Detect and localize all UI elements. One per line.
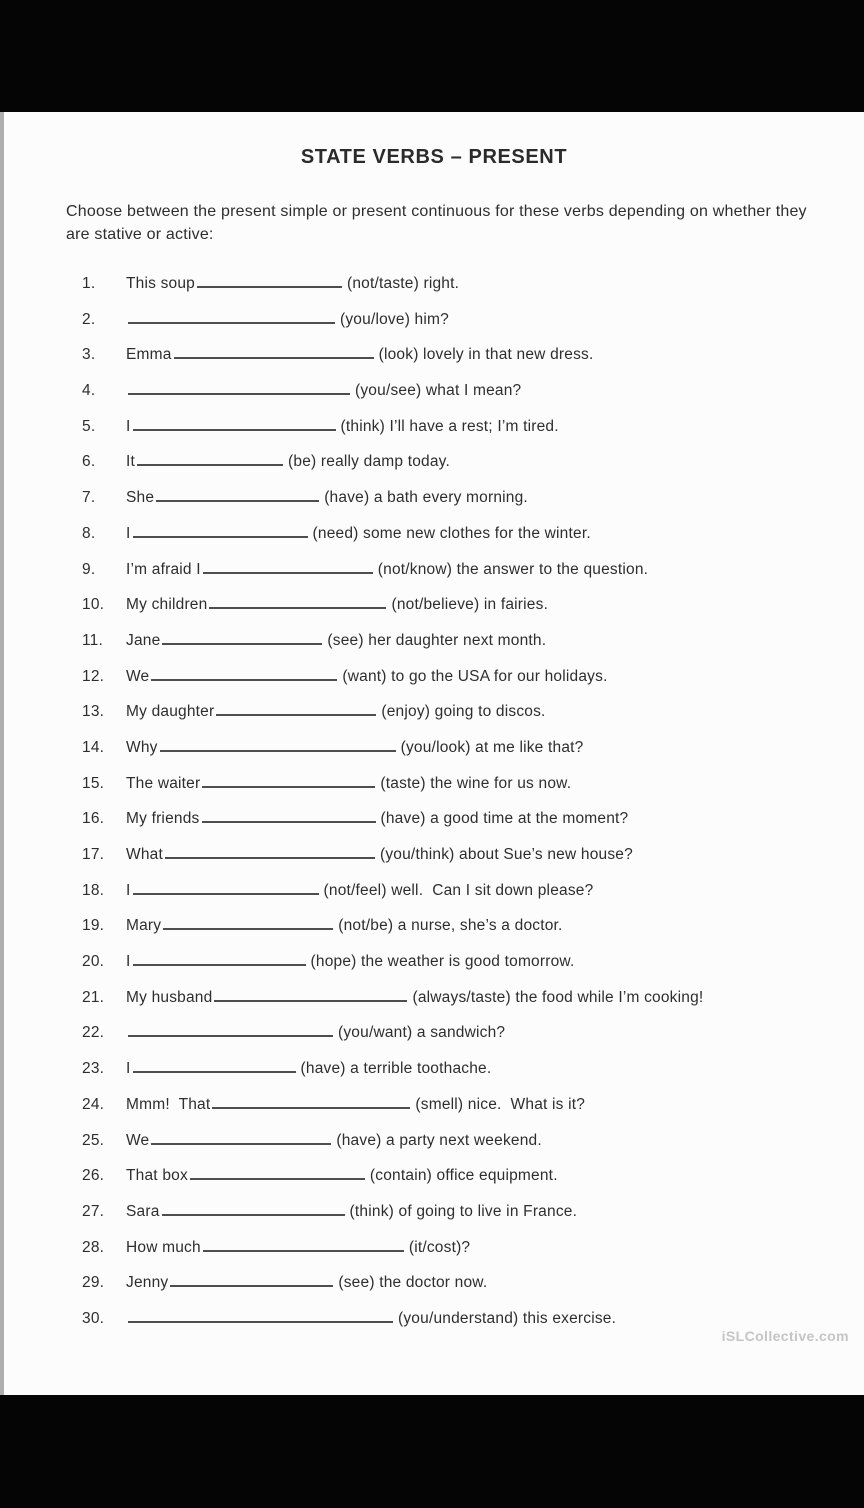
answer-blank	[151, 1139, 331, 1145]
item-number: 20.	[82, 953, 105, 971]
answer-blank	[128, 389, 350, 395]
answer-blank	[202, 782, 375, 788]
item-post-text: (see) her daughter next month.	[327, 631, 547, 649]
item-post-text: (it/cost)?	[408, 1238, 471, 1256]
instructions-line-1: Choose between the present simple or present continuous for these verbs depending on whether they	[66, 203, 807, 220]
item-post-text: (see) the doctor now.	[338, 1274, 488, 1292]
item-pre-text: The waiter	[126, 774, 201, 792]
exercise-item-row	[4, 1203, 846, 1239]
exercise-list	[4, 275, 846, 1346]
exercise-item-row	[4, 1060, 846, 1096]
item-pre-text: She	[126, 489, 155, 507]
answer-blank	[156, 496, 319, 502]
exercise-item-row	[4, 846, 846, 882]
exercise-item-row	[4, 1274, 846, 1310]
letterbox-top	[0, 0, 864, 112]
item-pre-text: Sara	[126, 1202, 160, 1220]
answer-blank	[137, 460, 283, 466]
item-pre-text: I	[126, 881, 131, 899]
item-number: 3.	[82, 346, 96, 364]
answer-blank	[203, 1246, 404, 1252]
answer-blank	[170, 1281, 333, 1287]
item-number: 22.	[82, 1024, 105, 1042]
worksheet-page	[4, 112, 864, 1395]
item-post-text: (you/want) a sandwich?	[338, 1024, 506, 1042]
item-number: 8.	[82, 524, 96, 542]
answer-blank	[128, 318, 335, 324]
item-post-text: (you/understand) this exercise.	[398, 1309, 617, 1327]
item-number: 16.	[82, 810, 105, 828]
item-number: 26.	[82, 1167, 105, 1185]
answer-blank	[203, 568, 373, 574]
answer-blank	[165, 853, 375, 859]
item-pre-text: Why	[126, 738, 158, 756]
item-post-text: (want) to go the USA for our holidays.	[342, 667, 608, 685]
answer-blank	[197, 282, 342, 288]
item-pre-text: That box	[126, 1167, 188, 1185]
item-post-text: (you/look) at me like that?	[400, 738, 584, 756]
item-number: 23.	[82, 1060, 105, 1078]
item-number: 19.	[82, 917, 105, 935]
instructions	[66, 200, 842, 246]
item-number: 1.	[82, 275, 96, 292]
item-pre-text: I	[126, 953, 131, 971]
page-title: STATE VERBS – PRESENT	[300, 146, 568, 168]
answer-blank	[160, 746, 396, 752]
item-post-text: (smell) nice. What is it?	[415, 1095, 586, 1113]
item-number: 24.	[82, 1095, 105, 1113]
exercise-item-row	[4, 453, 846, 489]
answer-blank	[163, 924, 333, 930]
exercise-item-row	[4, 953, 846, 989]
answer-blank	[133, 532, 308, 538]
item-pre-text: Emma	[126, 346, 172, 364]
exercise-item-row	[4, 489, 846, 525]
exercise-item-row	[4, 632, 846, 668]
item-pre-text: This soup	[126, 275, 195, 292]
item-number: 14.	[82, 738, 105, 756]
exercise-item-row	[4, 1239, 846, 1275]
item-number: 6.	[82, 453, 96, 471]
item-pre-text: Jane	[126, 631, 161, 649]
item-post-text: (not/believe) in fairies.	[391, 596, 549, 614]
item-post-text: (taste) the wine for us now.	[380, 774, 572, 792]
exercise-item-row	[4, 1096, 846, 1132]
item-post-text: (contain) office equipment.	[369, 1167, 558, 1185]
item-post-text: (need) some new clothes for the winter.	[312, 524, 591, 542]
item-post-text: (look) lovely in that new dress.	[378, 346, 594, 364]
item-pre-text: We	[126, 667, 150, 685]
answer-blank	[133, 425, 336, 431]
item-number: 4.	[82, 382, 96, 400]
item-number: 17.	[82, 846, 105, 863]
answer-blank	[128, 1031, 333, 1037]
instructions-line-2: are stative or active:	[66, 226, 214, 243]
item-post-text: (think) I’ll have a rest; I’m tired.	[340, 417, 559, 435]
exercise-item-row	[4, 810, 846, 846]
exercise-item-row	[4, 525, 846, 561]
item-post-text: (be) really damp today.	[288, 453, 450, 471]
answer-blank	[133, 1067, 296, 1073]
answer-blank	[133, 889, 319, 895]
item-post-text: (have) a party next weekend.	[336, 1131, 542, 1149]
item-pre-text: My daughter	[126, 703, 215, 721]
watermark: iSLCollective.com	[721, 1328, 849, 1344]
exercise-item-row	[4, 1132, 846, 1168]
item-post-text: (not/feel) well. Can I sit down please?	[323, 881, 594, 899]
item-post-text: (have) a good time at the moment?	[380, 810, 629, 828]
item-pre-text: Mary	[126, 917, 162, 935]
answer-blank	[133, 960, 306, 966]
item-post-text: (think) of going to live in France.	[349, 1202, 578, 1220]
item-pre-text: I	[126, 417, 131, 435]
item-pre-text: I	[126, 524, 131, 542]
item-post-text: (enjoy) going to discos.	[381, 703, 546, 721]
exercise-item-row	[4, 1167, 846, 1203]
answer-blank	[212, 1103, 410, 1109]
item-pre-text: I	[126, 1060, 131, 1078]
item-post-text: (you/see) what I mean?	[355, 382, 522, 400]
exercise-item-row	[4, 668, 846, 704]
exercise-item-row	[4, 775, 846, 811]
answer-blank	[128, 1317, 393, 1323]
item-pre-text: My husband	[126, 988, 213, 1006]
exercise-item-row	[4, 311, 846, 347]
exercise-item-row	[4, 382, 846, 418]
item-number: 11.	[82, 631, 103, 649]
answer-blank	[202, 817, 376, 823]
item-number: 25.	[82, 1131, 105, 1149]
item-pre-text: My friends	[126, 810, 200, 828]
answer-blank	[162, 639, 322, 645]
exercise-item-row	[4, 989, 846, 1025]
item-number: 13.	[82, 703, 105, 721]
exercise-item-row	[4, 1310, 846, 1346]
item-pre-text: Jenny	[126, 1274, 169, 1292]
item-post-text: (always/taste) the food while I’m cooking!	[412, 988, 704, 1006]
item-number: 15.	[82, 774, 105, 792]
item-number: 30.	[82, 1309, 105, 1327]
exercise-item-row	[4, 418, 846, 454]
item-pre-text: My children	[126, 596, 208, 614]
item-number: 29.	[82, 1274, 105, 1292]
item-number: 9.	[82, 560, 96, 578]
answer-blank	[190, 1174, 365, 1180]
item-pre-text: It	[126, 453, 136, 471]
item-number: 27.	[82, 1202, 105, 1220]
item-number: 5.	[82, 417, 96, 435]
exercise-item-row	[4, 882, 846, 918]
item-pre-text: What	[126, 846, 163, 863]
item-number: 12.	[82, 667, 105, 685]
item-number: 18.	[82, 881, 105, 899]
item-number: 10.	[82, 596, 105, 614]
exercise-item-row	[4, 346, 846, 382]
item-post-text: (not/taste) right.	[347, 275, 460, 292]
item-number: 7.	[82, 489, 96, 507]
exercise-item-row	[4, 275, 846, 311]
answer-blank	[151, 675, 337, 681]
item-post-text: (not/know) the answer to the question.	[377, 560, 649, 578]
answer-blank	[216, 710, 376, 716]
item-number: 28.	[82, 1238, 105, 1256]
item-pre-text: We	[126, 1131, 150, 1149]
item-pre-text: How much	[126, 1238, 201, 1256]
item-post-text: (have) a terrible toothache.	[300, 1060, 492, 1078]
exercise-item-row	[4, 703, 846, 739]
answer-blank	[174, 353, 374, 359]
exercise-item-row	[4, 739, 846, 775]
letterbox-bottom	[0, 1395, 864, 1508]
item-pre-text: Mmm! That	[126, 1095, 211, 1113]
exercise-item-row	[4, 596, 846, 632]
item-post-text: (have) a bath every morning.	[324, 489, 528, 507]
item-post-text: (you/think) about Sue’s new house?	[379, 846, 633, 863]
exercise-item-row	[4, 1024, 846, 1060]
answer-blank	[162, 1210, 345, 1216]
answer-blank	[214, 996, 407, 1002]
item-number: 21.	[82, 988, 105, 1006]
item-post-text: (not/be) a nurse, she’s a doctor.	[338, 917, 563, 935]
item-pre-text: I’m afraid I	[126, 560, 201, 578]
item-post-text: (hope) the weather is good tomorrow.	[310, 953, 575, 971]
item-number: 2.	[82, 310, 96, 328]
exercise-item-row	[4, 561, 846, 597]
answer-blank	[209, 603, 386, 609]
exercise-item-row	[4, 917, 846, 953]
item-post-text: (you/love) him?	[340, 310, 449, 328]
